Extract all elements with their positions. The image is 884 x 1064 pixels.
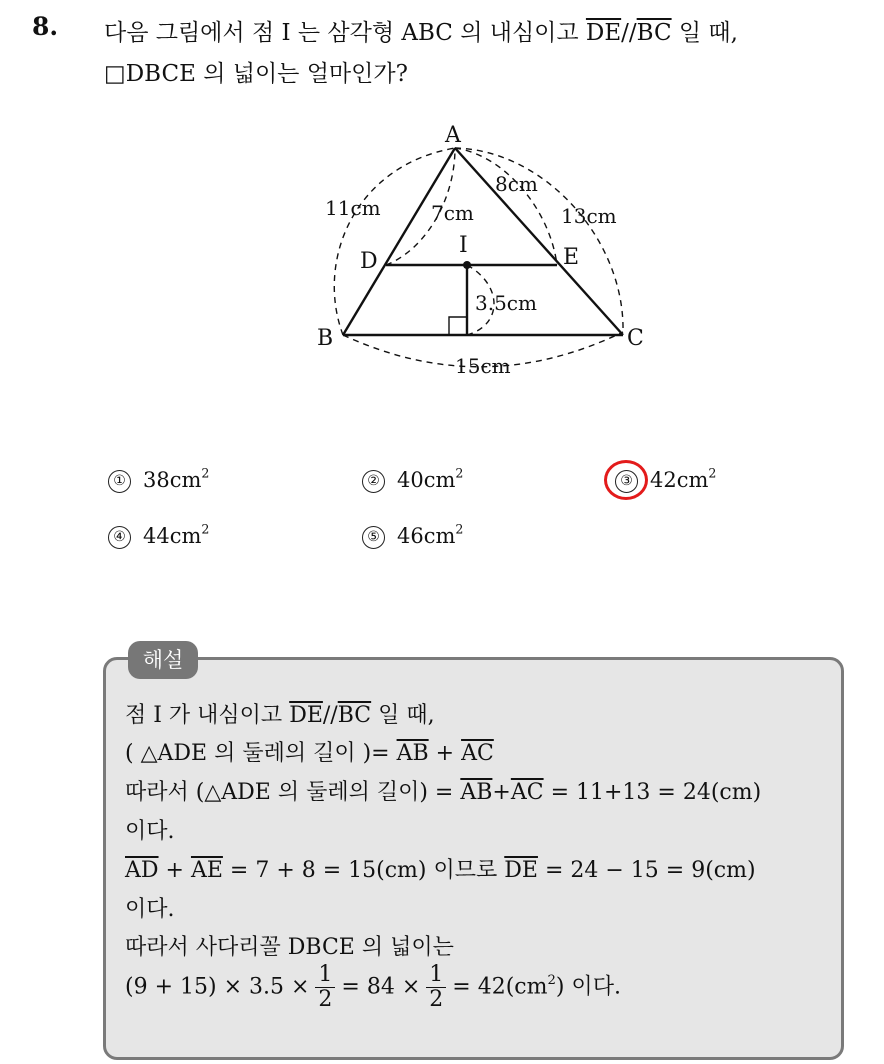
segment-ab: $\overline{AB}$ (460, 780, 493, 805)
question-text-line1 (104, 14, 738, 47)
solution-line-8 (125, 963, 621, 1012)
solution-line-6: 이다. (125, 897, 175, 922)
choice-exponent: 2 (201, 465, 210, 481)
choice-exponent: 2 (708, 465, 717, 481)
parallel-symbol: // (322, 703, 338, 728)
plus-sign: + (428, 741, 462, 766)
segment-ad: $\overline{AD}$ (125, 858, 159, 883)
question-number: 8. (32, 12, 59, 41)
length-label-ac: 13cm (561, 204, 617, 228)
question-text: 다음 그림에서 점 I 는 삼각형 ABC 의 내심이고 (104, 20, 586, 46)
solution-text: 따라서 (△ADE 의 둘레의 길이) = (125, 780, 461, 805)
segment-ac: $\overline{AC}$ (510, 780, 544, 805)
fraction-numerator: 1 (426, 963, 446, 988)
choice-exponent: 2 (455, 521, 464, 537)
choice-value: 44cm (143, 524, 202, 548)
length-label-bc: 15cm (455, 354, 511, 378)
solution-line-3 (125, 775, 761, 806)
choice-number: ④ (108, 526, 131, 549)
solution-text: = 84 × (341, 974, 421, 1000)
choice-2[interactable] (362, 465, 464, 493)
solution-line-2 (125, 736, 494, 767)
length-label-height: 3.5cm (475, 291, 537, 315)
question-text-line2 (104, 55, 408, 88)
question-text: 일 때, (671, 20, 738, 46)
length-label-ab: 11cm (325, 196, 381, 220)
choice-1[interactable] (108, 465, 210, 493)
vertex-label-d: D (360, 249, 378, 274)
segment-de: $\overline{DE}$ (585, 20, 622, 46)
side-ab (343, 148, 455, 335)
length-label-ad: 7cm (431, 201, 474, 225)
solution-text: = 42(cm (452, 974, 548, 1000)
segment-ab: $\overline{AB}$ (396, 741, 429, 766)
segment-ac: $\overline{AC}$ (461, 741, 494, 766)
choice-value: 40cm (397, 468, 456, 492)
solution-text: ( △ADE 의 둘레의 길이 )= (125, 741, 397, 766)
fraction-denominator: 2 (429, 987, 444, 1013)
solution-line-7: 따라서 사다리꼴 DBCE 의 넓이는 (125, 935, 454, 960)
vertex-label-e: E (563, 245, 580, 270)
question-text: DBCE 의 넓이는 얼마인가? (125, 61, 408, 87)
choice-number: ③ (615, 470, 638, 493)
vertex-label-c: C (627, 326, 644, 351)
solution-text: = 7 + 8 = 15(cm) 이므로 (222, 858, 505, 883)
square-symbol: □ (104, 61, 126, 87)
segment-de: $\overline{DE}$ (289, 703, 323, 728)
vertex-label-a: A (445, 123, 461, 148)
right-angle-mark (449, 317, 467, 335)
point-label-i: I (459, 233, 468, 258)
plus-sign: + (158, 858, 191, 883)
triangle-figure (305, 110, 665, 390)
solution-text: (9 + 15) × 3.5 × (125, 974, 310, 1000)
choice-number: ① (108, 470, 131, 493)
parallel-symbol: // (621, 20, 637, 46)
solution-line-1 (125, 698, 435, 729)
choice-value: 42cm (650, 468, 709, 492)
choice-exponent: 2 (455, 465, 464, 481)
answer-mark-circle (604, 460, 648, 500)
choice-number: ⑤ (362, 526, 385, 549)
solution-line-4: 이다. (125, 819, 175, 844)
fraction-one-half (315, 963, 335, 1012)
solution-badge: 해설 (128, 641, 198, 679)
choice-4[interactable] (108, 521, 210, 549)
solution-text: = 24 − 15 = 9(cm) (537, 858, 756, 883)
segment-de: $\overline{DE}$ (504, 858, 538, 883)
solution-text: 점 I 가 내심이고 (125, 703, 290, 728)
segment-ae: $\overline{AE}$ (190, 858, 223, 883)
fraction-numerator: 1 (315, 963, 335, 988)
incenter-point (463, 261, 471, 269)
segment-bc: $\overline{BC}$ (636, 20, 672, 46)
choice-5[interactable] (362, 521, 464, 549)
solution-line-5 (125, 853, 756, 884)
choice-value: 46cm (397, 524, 456, 548)
solution-text: 일 때, (371, 703, 435, 728)
length-label-ae: 8cm (495, 172, 538, 196)
choice-exponent: 2 (201, 521, 210, 537)
solution-text: ) 이다. (555, 974, 621, 1000)
fraction-denominator: 2 (318, 987, 333, 1013)
solution-text: = 11+13 = 24(cm) (543, 780, 762, 805)
choice-value: 38cm (143, 468, 202, 492)
plus-sign: + (492, 780, 511, 805)
fraction-one-half (426, 963, 446, 1012)
exponent: 2 (547, 972, 556, 988)
choice-number: ② (362, 470, 385, 493)
segment-bc: $\overline{BC}$ (337, 703, 372, 728)
vertex-label-b: B (317, 326, 334, 351)
